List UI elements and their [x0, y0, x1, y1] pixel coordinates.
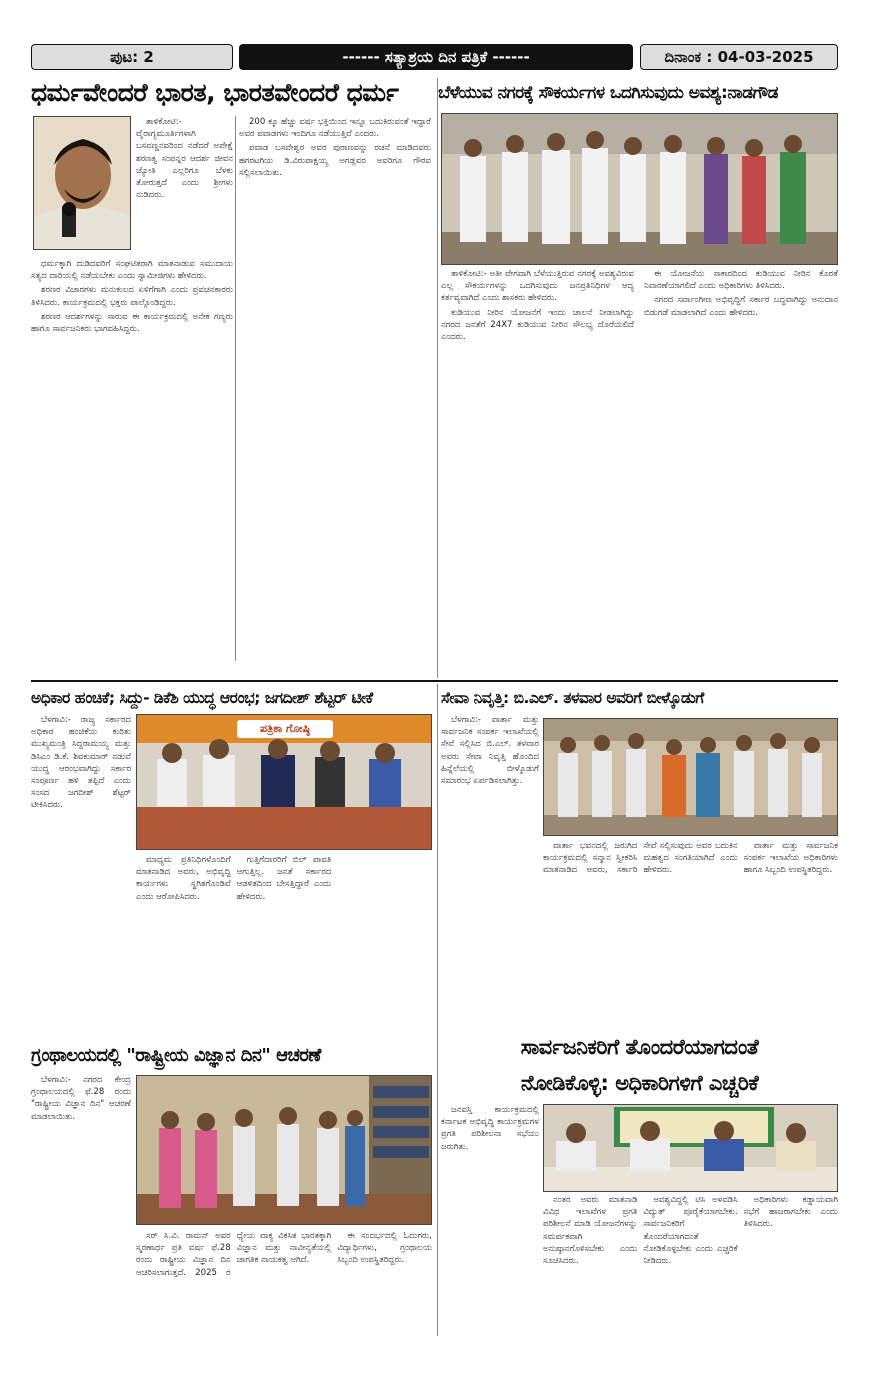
article6-column-1	[441, 1104, 539, 1190]
press-meet-banner: ಪತ್ರಿಕಾ ಗೋಷ್ಠಿ	[237, 720, 333, 738]
article4-para-1: ಬೆಳಗಾವಿ:- ವಾರ್ತಾ ಮತ್ತು ಸಾರ್ವಜನಿಕ ಸಂಪರ್ಕ ಇಲಾಖೆಯಲ್ಲಿ ಸೇವೆ ಸಲ್ಲಿಸಿದ ಬಿ.ಎಲ್. ತಳವಾರ ಅವರು ಸೇವಾ ನಿವೃತ್ತಿ ಹೊಂದಿದ ಹಿನ್ನೆಲೆಯಲ್ಲಿ ಬೀಳ್ಕೊಡುಗೆ ಸಮಾರಂಭ ಏರ್ಪಡಿಸಲಾಗಿತ್ತು.	[441, 715, 539, 787]
article3-photo	[136, 714, 432, 850]
article1-para-2: 200 ಕ್ಕೂ ಹೆಚ್ಚು ವರ್ಷ ಭಕ್ತಿಯಿಂದ ಇನ್ನೂ ಬದುಕಿರುವಂತೆ ಇದ್ದಾರೆ ಅವರ ಪವಾಡಗಳು ಇಂದಿಗೂ ನಡೆಯುತ್ತಿವೆ ಎಂದರು.	[239, 117, 431, 140]
article6-headline-line2: ನೋಡಿಕೊಳ್ಳಿ: ಅಧಿಕಾರಿಗಳಿಗೆ ಎಚ್ಚರಿಕೆ	[520, 1071, 759, 1095]
article3-para-1: ಬೆಳಗಾವಿ:- ರಾಜ್ಯ ಸರ್ಕಾರದ ಅಧಿಕಾರ ಹಂಚಿಕೆಯ ಕುರಿತು ಮುಖ್ಯಮಂತ್ರಿ ಸಿದ್ದರಾಮಯ್ಯ ಮತ್ತು ಡಿಸಿಎಂ ಡಿ.ಕೆ. ಶಿವಕುಮಾರ್ ನಡುವೆ ಯುದ್ಧ ಆರಂಭವಾಗಿದ್ದು ಸರ್ಕಾರ ಸಂಪೂರ್ಣ ಹಳಿ ತಪ್ಪಿದೆ ಎಂದು ಸಂಸದ ಜಗದೀಶ್ ಶೆಟ್ಟರ್ ಟೀಕಿಸಿದರು.	[31, 715, 131, 811]
article6-para-2: ನಂತರ ಅವರು ಮಾತನಾಡಿ ವಿವಿಧ ಇಲಾಖೆಗಳ ಪ್ರಗತಿ ಪರಿಶೀಲನೆ ಮಾಡಿ ಯೋಜನೆಗಳನ್ನು ಸಮರ್ಪಕವಾಗಿ ಅನುಷ್ಠಾನಗೊಳಿಸಬೇಕು ಎಂದು ಸೂಚಿಸಿದರು.	[543, 1195, 638, 1267]
article2-para-2: ಕುಡಿಯುವ ನೀರಿನ ಯೋಜನೆಗೆ ಇಂದು ಚಾಲನೆ ನೀಡಲಾಗಿದ್ದು ನಗರದ ಜನತೆಗೆ 24X7 ಕುಡಿಯುವ ನೀರಿನ ಸೌಲಭ್ಯ ದೊರೆಯಲಿದೆ ಎಂದರು.	[441, 307, 634, 343]
article1-para-5: ಶರಣರ ವಿಚಾರಗಳು ಮನುಕುಲದ ಏಳಿಗೆಗಾಗಿ ಎಂದು ಪ್ರವಚನಕಾರರು ತಿಳಿಸಿದರು. ಕಾರ್ಯಕ್ರಮದಲ್ಲಿ ಭಕ್ತರು ಪಾಲ್ಗೊಂಡಿದ್ದರು.	[31, 285, 233, 308]
article2-column-1	[441, 268, 634, 661]
article6-para-3: ಅವಶ್ಯವಿದ್ದಲ್ಲಿ ಟಿಸಿ ಅಳವಡಿಸಿ ವಿದ್ಯುತ್ ಪೂರೈಕೆಯಾಗಬೇಕು. ಸಾರ್ವಜನಿಕರಿಗೆ ತೊಂದರೆಯಾಗದಂತೆ ನೋಡಿಕೊಳ್ಳಬೇಕು ಎಂದು ಎಚ್ಚರಿಕೆ ನೀಡಿದರು.	[643, 1195, 738, 1267]
article6-columns-2	[543, 1194, 838, 1336]
article2-column-2	[644, 268, 838, 661]
article4-headline: ಸೇವಾ ನಿವೃತ್ತಿ: ಬಿ.ಎಲ್. ತಳವಾರ ಅವರಿಗೆ ಬೀಳ್ಕೊಡುಗೆ	[441, 689, 704, 707]
article5-photo	[136, 1075, 432, 1225]
article5-column-1	[31, 1074, 131, 1336]
article6-headline-line1: ಸಾರ್ವಜನಿಕರಿಗೆ ತೊಂದರೆಯಾಗದಂತೆ	[520, 1035, 759, 1059]
newspaper-title: ------ ಸತ್ಯಾಶ್ರಯ ದಿನ ಪತ್ರಿಕೆ ------	[239, 44, 633, 70]
article2-para-1: ತಾಳಿಕೋಟಿ:- ಅತೀ ವೇಗವಾಗಿ ಬೆಳೆಯುತ್ತಿರುವ ನಗರಕ್ಕೆ ಅವಶ್ಯವಿರುವ ಎಲ್ಲ ಸೌಕರ್ಯಗಳನ್ನು ಒದಗಿಸುವುದು ಜನಪ್ರತಿನಿಧಿಗಳ ಆದ್ಯ ಕರ್ತವ್ಯವಾಗಿದೆ ಎಂದು ಶಾಸಕರು ಹೇಳಿದರು.	[441, 269, 634, 304]
page-number: ಪುಟ: 2	[31, 44, 233, 70]
article4-photo	[543, 718, 838, 836]
article2-para-4: ನಗರದ ಸರ್ವಾಂಗೀಣ ಅಭಿವೃದ್ಧಿಗೆ ಸರ್ಕಾರ ಬದ್ಧವಾಗಿದ್ದು ಅನುದಾನ ಬಿಡುಗಡೆ ಮಾಡಲಾಗಿದೆ ಎಂದು ಹೇಳಿದರು.	[644, 295, 838, 318]
article1-column-2	[31, 258, 233, 658]
article1-column-3	[239, 116, 431, 661]
article1-para-6: ಶರಣರ ಆದರ್ಶಗಳನ್ನು ಸಾರುವ ಈ ಕಾರ್ಯಕ್ರಮದಲ್ಲಿ ಅನೇಕ ಗಣ್ಯರು ಹಾಗೂ ಸಾರ್ವಜನಿಕರು ಭಾಗವಹಿಸಿದ್ದರು.	[31, 311, 233, 335]
article1-para-3: ಪವಾಡ ಬಸವೇಶ್ವರ ಅವರ ಪುರಾಣವನ್ನು ರಚನೆ ಮಾಡಿದವರು ಹಗರಟಗಿಯ ಡಿ.ವಿರುಪಾಕ್ಷಯ್ಯ ಅಗಡ್ಲವರ ಅವರಿಗೂ ಗೌರವ ಸಲ್ಲಿಸಲಾಯಿತು.	[239, 143, 431, 178]
article4-para-3: ವಾರ್ತಾ ಮತ್ತು ಸಾರ್ವಜನಿಕ ಸಂಪರ್ಕ ಇಲಾಖೆಯ ಅಧಿಕಾರಿಗಳು ಹಾಗೂ ಸಿಬ್ಬಂದಿ ಉಪಸ್ಥಿತರಿದ್ದರು.	[743, 841, 838, 876]
article3-para-3: ಗುತ್ತಿಗೆದಾರರಿಗೆ ಬಿಲ್ ಪಾವತಿ ಆಗುತ್ತಿಲ್ಲ. ಜನತೆ ಸರ್ಕಾರದ ಆಡಳಿತದಿಂದ ಬೇಸತ್ತಿದ್ದಾರೆ ಎಂದು ಹೇಳಿದರು.	[236, 855, 332, 902]
article2-para-3: ಈ ಯೋಜನೆಯ ಸಾಕಾರದಿಂದ ಕುಡಿಯುವ ನೀರಿನ ಕೊರತೆ ನಿವಾರಣೆಯಾಗಲಿದೆ ಎಂದು ಅಧಿಕಾರಿಗಳು ತಿಳಿಸಿದರು.	[644, 269, 838, 292]
article6-para-4: ಅಧಿಕಾರಿಗಳು ಕಡ್ಡಾಯವಾಗಿ ಸಭೆಗೆ ಹಾಜರಾಗಬೇಕು ಎಂದು ತಿಳಿಸಿದರು.	[743, 1195, 838, 1230]
article4-column-1	[441, 714, 539, 1039]
article3-headline: ಅಧಿಕಾರ ಹಂಚಿಕೆ; ಸಿದ್ದು- ಡಿಕೆಶಿ ಯುದ್ಧ ಆರಂಭ; ಜಗದೀಶ್ ಶೆಟ್ಟರ್ ಟೀಕೆ	[31, 689, 373, 707]
article5-para-1: ಬೆಳಗಾವಿ:- ನಗರದ ಕೇಂದ್ರ ಗ್ರಂಥಾಲಯದಲ್ಲಿ ಫೆ.28 ರಂದು "ರಾಷ್ಟ್ರೀಯ ವಿಜ್ಞಾನ ದಿನ" ಆಚರಣೆ ಮಾಡಲಾಯಿತು.	[31, 1075, 131, 1122]
article3-columns-2	[136, 854, 432, 1039]
article3-para-2: ಮಾಧ್ಯಮ ಪ್ರತಿನಿಧಿಗಳೊಂದಿಗೆ ಮಾತನಾಡಿದ ಅವರು, ಅಭಿವೃದ್ಧಿ ಕಾರ್ಯಗಳು ಸ್ಥಗಿತಗೊಂಡಿವೆ ಎಂದು ಆರೋಪಿಸಿದರು.	[136, 855, 231, 902]
article2-headline: ಬೆಳೆಯುವ ನಗರಕ್ಕೆ ಸೌಕರ್ಯಗಳ ಒದಗಿಸುವುದು ಅವಶ್ಯ:ನಾಡಗೌಡ	[438, 83, 778, 103]
article1-para-4: ಧರ್ಮಕ್ಕಾಗಿ ದುಡಿದವರಿಗೆ ಸಂಘಟಿತರಾಗಿ ಮಾತನಾಡುವ ಸಮುದಾಯ ಸತ್ಯದ ದಾರಿಯಲ್ಲಿ ನಡೆಯಬೇಕು ಎಂದು ಸ್ವಾಮೀಜಿಗಳು ಹೇಳಿದರು.	[31, 259, 233, 282]
article5-para-3: ಈ ಸಂದರ್ಭದಲ್ಲಿ ಓದುಗರು, ವಿದ್ಯಾರ್ಥಿಗಳು, ಗ್ರಂಥಾಲಯ ಸಿಬ್ಬಂದಿ ಉಪಸ್ಥಿತರಿದ್ದರು.	[337, 1231, 432, 1266]
article5-columns-2	[136, 1230, 432, 1336]
article1-headline: ಧರ್ಮವೇಂದರೆ ಭಾರತ, ಭಾರತವೇಂದರೆ ಧರ್ಮ	[31, 78, 399, 107]
article2-photo	[441, 113, 838, 265]
article4-columns-2	[543, 840, 838, 1039]
article1-column-1	[136, 116, 233, 256]
article5-headline: ಗ್ರಂಥಾಲಯದಲ್ಲಿ "ರಾಷ್ಟ್ರೀಯ ವಿಜ್ಞಾನ ದಿನ" ಆಚರಣೆ	[31, 1045, 321, 1066]
article1-portrait	[33, 116, 131, 250]
issue-date: ದಿನಾಂಕ : 04-03-2025	[640, 44, 838, 70]
article4-para-2: ವಾರ್ತಾ ಭವನದಲ್ಲಿ ಜರುಗಿದ ಕಾರ್ಯಕ್ರಮದಲ್ಲಿ ಸನ್ಮಾನ ಸ್ವೀಕರಿಸಿ ಮಾತನಾಡಿದ ಅವರು, ಸರ್ಕಾರಿ ಸೇವೆ ಸಲ್ಲಿಸುವುದು ಅವರ ಬದುಕಿನ ಮಹತ್ವದ ಸಂಗತಿಯಾಗಿದೆ ಎಂದು ಹೇಳಿದರು.	[543, 841, 738, 876]
article5-para-2: ಸರ್ ಸಿ.ವಿ. ರಾಮನ್ ಅವರ ಸ್ಮರಣಾರ್ಥ ಪ್ರತಿ ವರ್ಷ ಫೆ.28 ರಂದು ರಾಷ್ಟ್ರೀಯ ವಿಜ್ಞಾನ ದಿನ ಆಚರಿಸಲಾಗುತ್ತದೆ. 2025 ರ ಧ್ಯೇಯ ವಾಕ್ಯ ವಿಕಸಿತ ಭಾರತಕ್ಕಾಗಿ ವಿಜ್ಞಾನ ಮತ್ತು ನಾವೀನ್ಯತೆಯಲ್ಲಿ ಜಾಗತಿಕ ನಾಯಕತ್ವ ಆಗಿದೆ.	[136, 1231, 332, 1278]
article6-photo	[543, 1104, 838, 1192]
article1-para-1: ತಾಳಿಕೋಟಿ:- ವೈರಾಗ್ಯಮೂರ್ತಿಗಳಾಗಿ ಬಸವಣ್ಣನವರಿಂದ ನಡೆದರೆ ಅಪೇಕ್ಷೆ ಶರಣತ್ವ ಸಂಪನ್ನರ ಆದರ್ಶ ಜೀವನ ಜ್ಯೋತಿ ಎಲ್ಲರಿಗೂ ಬೆಳಕು ತೋರುತ್ತದೆ ಎಂದು ಶ್ರೀಗಳು ನುಡಿದರು.	[136, 117, 233, 201]
article6-para-1: ಜನವಸ್ತಿ ಕಾರ್ಯಕ್ರಮದಲ್ಲಿ ಕರ್ನಾಟಕ ಅಭಿವೃದ್ಧಿ ಕಾರ್ಯಕ್ರಮಗಳ ಪ್ರಗತಿ ಪರಿಶೀಲನಾ ಸಭೆಯು ಜರುಗಿತು.	[441, 1105, 539, 1152]
article3-column-1	[31, 714, 131, 1039]
